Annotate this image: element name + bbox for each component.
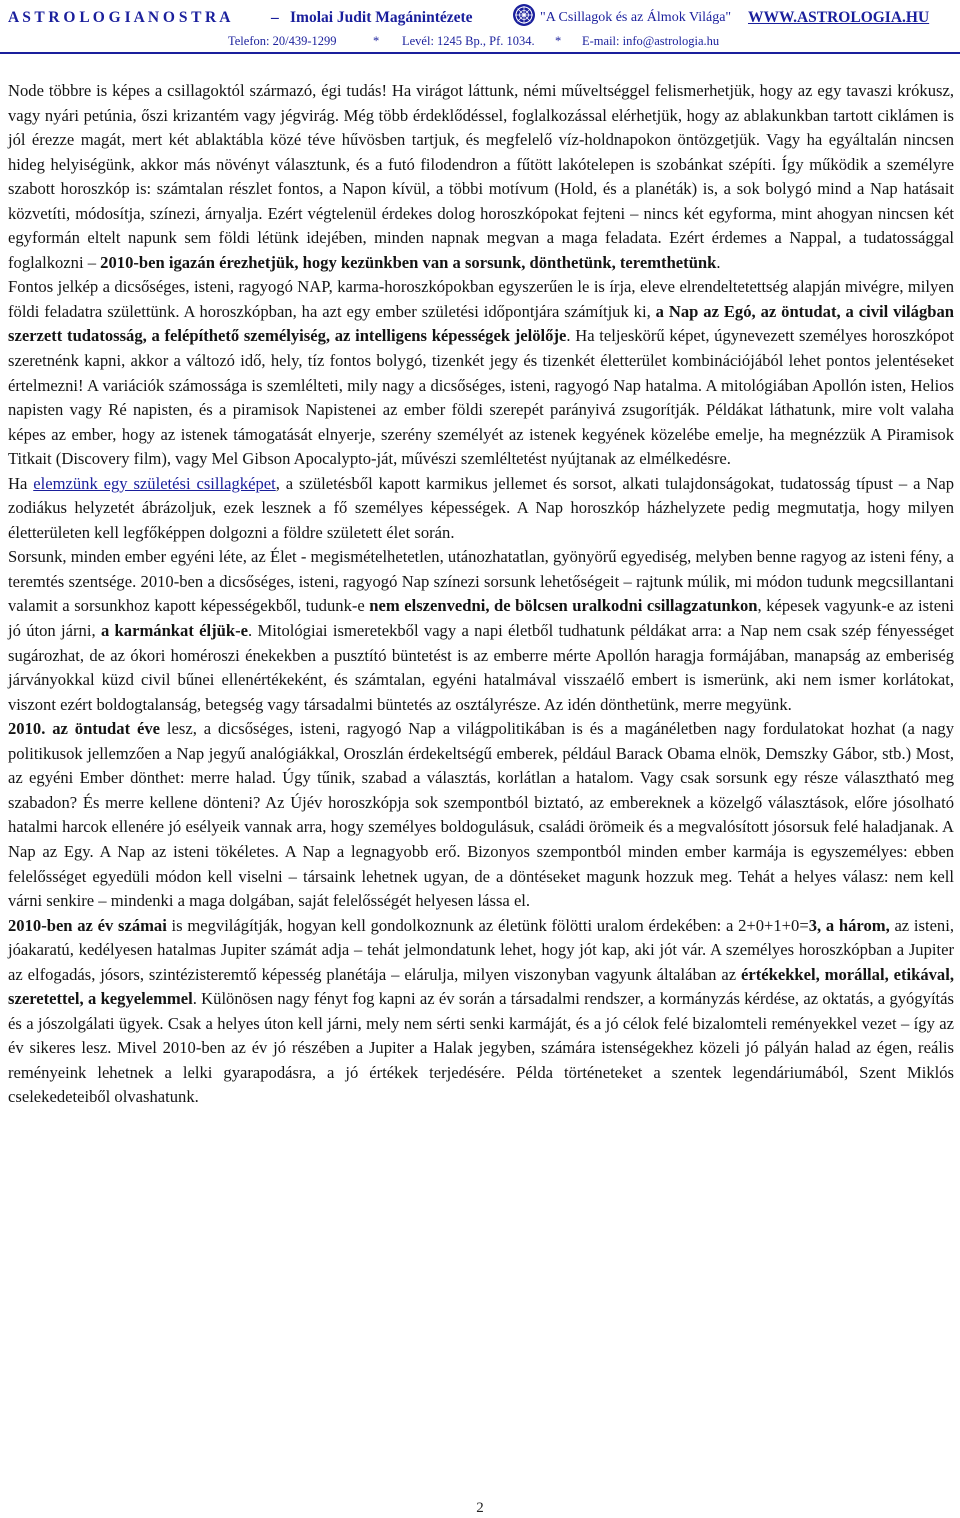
text-run: , képesek vagyunk-e az isteni jó úton járni, — [8, 596, 954, 641]
paragraph — [8, 545, 954, 717]
text-run: . Mitológiai ismeretekből vagy a napi életből tudhatunk példákat arra: a Nap nem csak szép fényességet sugározhat, de az ókori homéroszi énekekben a pusztító büntetést is az emberre mérte Apollón haragja formájában, manapság az emberiség járványokkal küzd civil bűnei ellenértékeként, és számtalan, egyéni hatalmával visszaélő embert is ismerünk, aki nem ismer korlátokat, viszont ezért boldogtalanság, betegség vagy társadalmi büntetés az osztályrésze. Az idén dönthetünk, merre megyünk. — [8, 621, 954, 714]
text-run: Fontos jelkép a dicsőséges, isteni, ragyogó NAP, karma-horoszkópokban egyszerűen le is írja, eleve elrendeltetettség alapján mivégre, milyen földi feladatra születtünk. A horoszkópban, ha azt egy ember születési időpontjára számítjuk ki, — [8, 277, 954, 321]
header-rule — [0, 52, 960, 54]
text-run: Ha — [8, 473, 34, 493]
text-run: . Ha teljeskörű képet, úgynevezett személyes horoszkópot szeretnénk kapni, akkor a változó idő, hely, tíz fontos bolygó, tizenkét jegy és tizenkét életterület kombinációjából lehet pontos jelentéseket értelmezni! A variációk számossága is szemlélteti, mily nagy a dicsőséges, isteni, ragyogó Nap hatalma. A mitológiában Apollón isten, Helios napisten vagy Ré napisten, és a piramisok Napistenei az ember földi szerepét parányivá zsugorítják. Példákat láthatunk, mire volt valaha képes az ember, hogy az istenek támogatását elnyerje, szerény személyét az istenek kegyének közelébe emelje, ha megnézzük A Piramisok Titkait (Discovery film), vagy Mel Gibson Apocalypto-ját, művészi szemléltetést nyújtanak az elmélkedésre. — [8, 326, 954, 469]
text-run: . — [716, 252, 721, 272]
postal-address: Levél: 1245 Bp., Pf. 1034. — [402, 34, 535, 48]
birth-chart-link[interactable]: elemzünk egy születési csillagképet — [33, 473, 276, 493]
header-line-2 — [0, 34, 960, 50]
text-run: Node többre is képes a csillagoktól származó, égi tudás! Ha virágot láttunk, némi műveltséggel felismerhetjük, hogy az egy tavaszi krókusz, vagy nyári petúnia, őszi krizantém vagy jégvirág. Még több érdeklődéssel, foglalkozással elérhetjük, hogy az ablakunkban tartott ciklámen is jól érezze magát, mert két ablaktábla közé téve hűvösben tartjuk, és megfelelő víz-holdnapokon öntözgetjük. Vagy ha egyáltalán nincsen hideg helyiségünk, akkor más növényt választunk, és a futó filodendron a fűtött lakótelepen is szobánkat szépíti. Így működik a személyre szabott horoszkóp is: számtalan részlet fontos, a Napon kívül, a többi motívum (Hold, és a planéták) is, a sok bolygó mind a Nap hatásait közvetíti, módosítja, színezi, árnyalja. Ezért végtelenül érdekes dolog horoszkópokat fejteni – nincs két egyforma, mint ahogyan nincsen két egyformán eltelt napunk sem földi létünk idejében, minden napnak megvan a maga feladata. Ezért érdemes a Nappal, a tudatossággal foglalkozni – — [8, 81, 954, 272]
header-dash: – — [271, 9, 279, 26]
slogan: "A Csillagok és az Álmok Világa" — [540, 10, 732, 25]
emphasis-text: nem elszenvedni, de bölcsen uralkodni csillagzatunkon — [369, 596, 758, 616]
emphasis-text: 2010-ben az év számai — [8, 915, 167, 935]
text-run: az isteni, jóakaratú, kedélyesen hatalmas Jupiter számát adja – tehát jelmondatunk lehet, hogy jót kap, aki jót vár. A személyes horoszkópban a Jupiter az elfogadás, jósors, szintézisteremtő képesség planétája – elárulja, milyen viszonyban vagyunk általában az — [8, 915, 954, 984]
website-link[interactable]: WWW.ASTROLOGIA.HU — [748, 9, 930, 26]
separator-star: * — [555, 34, 562, 48]
paragraph — [8, 914, 954, 1110]
emphasis-text: 3, a három, — [808, 915, 890, 935]
email-address[interactable]: E-mail: info@astrologia.hu — [582, 34, 720, 48]
emphasis-text: a Nap az Egó, az öntudat, a civil világban szerzett tudatosság, a felépíthető személyiség, az intelligens képességek jelölője — [8, 301, 955, 346]
emphasis-text: 2010-ben igazán érezhetjük, hogy kezünkben van a sorsunk, dönthetünk, teremthetünk — [100, 252, 717, 272]
emphasis-text: értékekkel, morállal, etikával, szeretettel, a kegyelemmel — [8, 964, 954, 1009]
page-header — [0, 0, 960, 52]
emphasis-text: a karmánkat éljük-e — [100, 621, 249, 641]
paragraph — [8, 79, 954, 275]
phone-number: Telefon: 20/439-1299 — [228, 34, 337, 48]
zodiac-wheel-icon — [512, 3, 536, 27]
text-run: Sorsunk, minden ember egyéni léte, az Élet - megismételhetetlen, utánozhatatlan, gyönyörű egyediség, melyben benne ragyog az isteni fény, a teremtés szentsége. 2010-ben a dicsőséges, isteni, ragyogó Nap színezi sorsunk lehetőségeit – rajtunk múlik, mi módon tudunk megcsillantani valamit a sorsunkhoz kapott képességekből, tudunk-e — [8, 547, 954, 616]
article-body — [8, 79, 954, 1110]
text-run: lesz, a dicsőséges, isteni, ragyogó Nap a világpolitikában is és a magánéletben nagy fordulatokat hozhat (a nagy politikusok jellemzően a Nap jegyű analógiákkal, Oroszlán érdekeltségű emberek, például Barack Obama elnök, Demszky Gábor, stb.) Most, az egyéni Ember dönthet: merre halad. Úgy tűnik, szabad a választás, korlátlan a hatalom. Vagy csak sorsunk egy része választható meg szabadon? És merre kellene dönteni? Az Újév horoszkópja sok szempontból biztató, az embereknek a közelgő választások, előre jósolható hatalmi harcok ellenére jó esélyeik vannak arra, hogy személyes boldogulásuk, családi örömeik és a megvalósított jósorsuk felé haladjanak. A Nap az Egy. A Nap az isteni tökéletes. A Nap a legnagyobb erő. Bizonyos szempontból minden ember karmája is egyszemélyes: ebben felelősséget egyedüli módon kell viselni – társaink lehetnek ugyan, de a döntéseket magunk hozzuk meg. Tehát a helyes válasz: nem kell várni senkire – mindenki a maga dolgában, saját felelősségét helyesen lássa el. — [8, 719, 954, 911]
paragraph — [8, 717, 954, 913]
emphasis-text: 2010. az öntudat éve — [8, 719, 161, 739]
company-name: Imolai Judit Magánintézete — [290, 9, 473, 26]
separator-star: * — [373, 34, 380, 48]
page-number: 2 — [476, 1500, 484, 1516]
paragraph — [8, 472, 954, 546]
text-run: is megvilágítják, hogyan kell gondolkoznunk az életünk fölötti uralom érdekében: a 2+0+1+0= — [166, 915, 809, 935]
header-line-1 — [0, 9, 960, 31]
text-run: . Különösen nagy fényt fog kapni az év során a társadalmi rendszer, a kormányzás kérdése, az oktatás, a gyógyítás és a jószolgálati ügyek. Csak a helyes úton kell járni, mely nem sérti senki karmáját, és a jó célok felé bizalomteli reményekkel vezet – így az év sikeres lesz. Mivel 2010-ben az év jó részében a Jupiter a Halak jegyben, számára istenségekhez közeli jó pályán halad az égen, reális reményeink lehetnek a lelki gyarapodásra, a jó értékek terjedésére. Példa történeteket a szentek legendáriumából, Szent Miklós cselekedeteiből olvashatunk. — [8, 989, 954, 1107]
brand-name: A S T R O L O G I A N O S T R A — [8, 9, 231, 26]
text-run: , a születésből kapott karmikus jellemet és sorsot, alkati tulajdonságokat, tudatosság típust – a Nap zodiákus helyzetét ábrázoljuk, ezek lesznek a fő személyes képességek. A Nap horoszkóp házhelyzete pedig megmutatja, hogy milyen életterületen kell legfőképpen dolgozni a földre született élet során. — [8, 473, 954, 542]
paragraph — [8, 275, 954, 471]
